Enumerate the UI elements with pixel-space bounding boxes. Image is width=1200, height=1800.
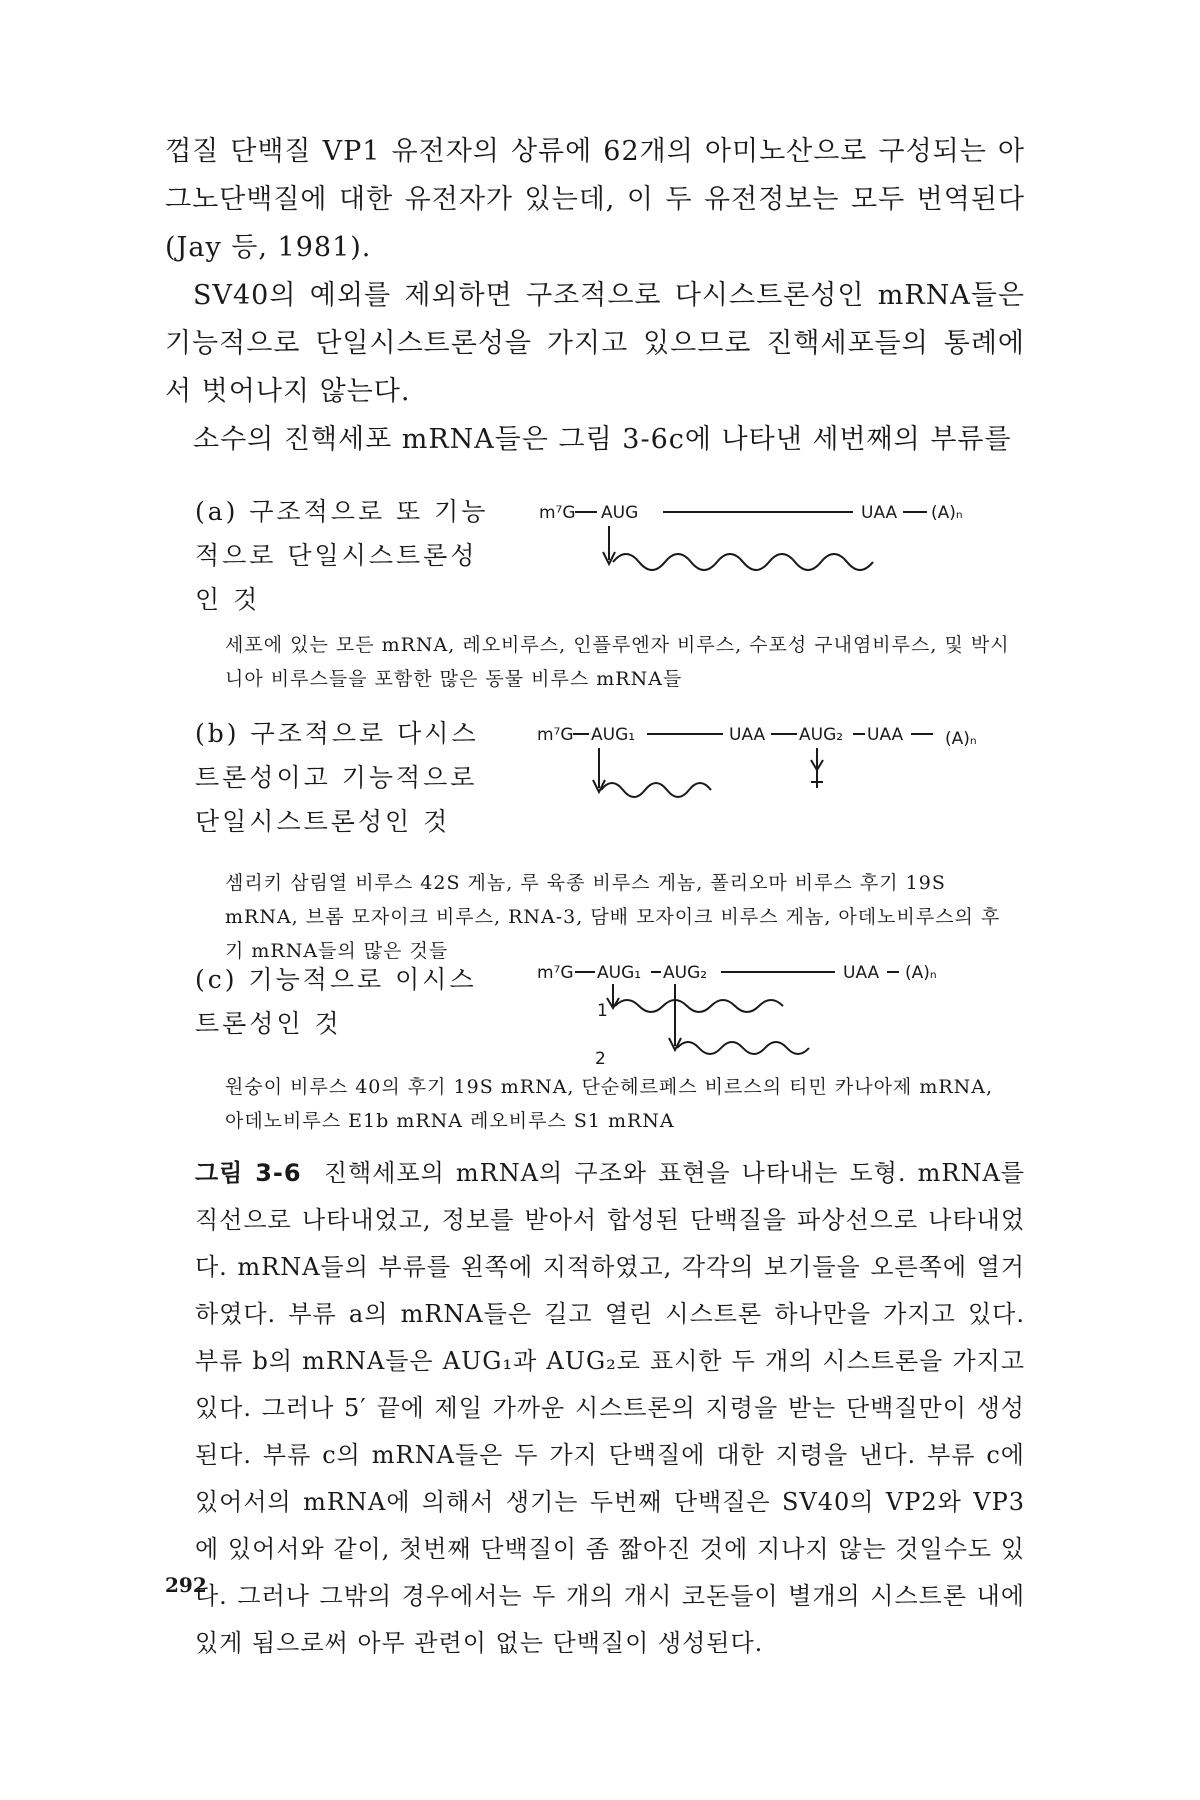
figure-a-start-codon: AUG <box>601 503 639 523</box>
figure-c-label: (c) 기능적으로 이시스트론성인 것 <box>195 965 477 1038</box>
figure-caption-title: 그림 3-6 <box>195 1159 302 1187</box>
figure-c-polya-tail: (A)ₙ <box>905 963 937 983</box>
figure-b-cap: m⁷G <box>537 725 574 745</box>
page-number: 292 <box>165 1573 207 1597</box>
figure-c-protein-2-wave <box>677 1042 809 1054</box>
figure-caption <box>195 1150 1025 1667</box>
body-paragraph-3: 소수의 진핵세포 mRNA들은 그림 3-6c에 나타낸 세번째의 부류를 <box>193 424 1012 455</box>
figure-b-start-codon-2: AUG₂ <box>799 725 844 745</box>
figure-c-stop-codon: UAA <box>843 963 880 983</box>
figure-a-cap: m⁷G <box>539 503 576 523</box>
figure-b-start-codon-1: AUG₁ <box>591 725 636 745</box>
figure-b-protein-wave <box>601 783 711 797</box>
figure-b-stop-codon-1: UAA <box>729 725 766 745</box>
figure-c-examples: 원숭이 비루스 40의 후기 19S mRNA, 단순헤르페스 비르스의 티민 카나아제 mRNA, 아데노비루스 E1b mRNA 레오비루스 S1 mRNA <box>225 1076 994 1132</box>
figure-c-diagram <box>535 950 1005 1070</box>
figure-b-examples: 셈리키 삼림열 비루스 42S 게놈, 루 육종 비루스 게놈, 폴리오마 비루스 후기 19S mRNA, 브롬 모자이크 비루스, RNA-3, 담배 모자이크 비루스 게놈, 아데노비루스의 후기 mRNA들의 많은 것들 <box>225 872 1001 962</box>
figure-a-examples: 세포에 있는 모든 mRNA, 레오비루스, 인플루엔자 비루스, 수포성 구내염비루스, 및 박시니아 비루스들을 포함한 많은 동물 비루스 mRNA들 <box>225 634 1010 690</box>
figure-a-diagram <box>535 490 1005 580</box>
figure-c-cap: m⁷G <box>537 963 574 983</box>
figure-b-label: (b) 구조적으로 다시스트론성이고 기능적으로 단일시스트론성인 것 <box>195 719 479 836</box>
figure-b-polya-tail: (A)ₙ <box>945 729 977 749</box>
figure-b-diagram <box>535 712 1015 802</box>
figure-c-start-codon-2: AUG₂ <box>663 963 708 983</box>
figure-caption-text: 진핵세포의 mRNA의 구조와 표현을 나타내는 도형. mRNA를 직선으로 나타내었고, 정보를 받아서 합성된 단백질을 파상선으로 나타내었다. mRNA들의 부류를 왼쪽에 지적하였고, 각각의 보기들을 오른쪽에 열거하였다. 부류 a의 mRNA들은 길고 열린 시스트론 하나만을 가지고 있다. 부류 b의 mRNA들은 AUG₁과 AUG₂로 표시한 두 개의 시스트론을 가지고 있다. 그러나 5′ 끝에 제일 가까운 시스트론의 지령을 받는 단백질만이 생성된다. 부류 c의 mRNA들은 두 가지 단백질에 대한 지령을 낸다. 부류 c에 있어서의 mRNA에 의해서 생기는 두번째 단백질은 SV40의 VP2와 VP3에 있어서와 같이, 첫번째 단백질이 좀 짧아진 것에 지나지 않는 것일수도 있다. 그러나 그밖의 경우에서는 두 개의 개시 코돈들이 별개의 시스트론 내에 있게 됨으로써 아무 관련이 없는 단백질이 생성된다. <box>195 1159 1025 1657</box>
body-paragraph-1: 껍질 단백질 VP1 유전자의 상류에 62개의 아미노산으로 구성되는 아그노단백질에 대한 유전자가 있는데, 이 두 유전정보는 모두 번역된다(Jay 등, 1981). <box>165 136 1025 263</box>
figure-a-label: (a) 구조적으로 또 기능적으로 단일시스트론성인 것 <box>195 497 489 614</box>
figure-c-start-codon-1: AUG₁ <box>597 963 642 983</box>
figure-c-protein-1-wave <box>615 1000 783 1012</box>
figure-a-protein-wave <box>613 554 873 570</box>
figure-b-stop-codon-2: UAA <box>867 725 904 745</box>
figure-c-product-2-label: 2 <box>595 1049 606 1069</box>
body-paragraph-2: SV40의 예외를 제외하면 구조적으로 다시스트론성인 mRNA들은 기능적으로 단일시스트론성을 가지고 있으므로 진핵세포들의 통례에서 벗어나지 않는다. <box>165 280 1025 407</box>
figure-c-product-1-label: 1 <box>597 1001 608 1021</box>
figure-a-polya-tail: (A)ₙ <box>931 503 963 523</box>
figure-a-stop-codon: UAA <box>861 503 898 523</box>
